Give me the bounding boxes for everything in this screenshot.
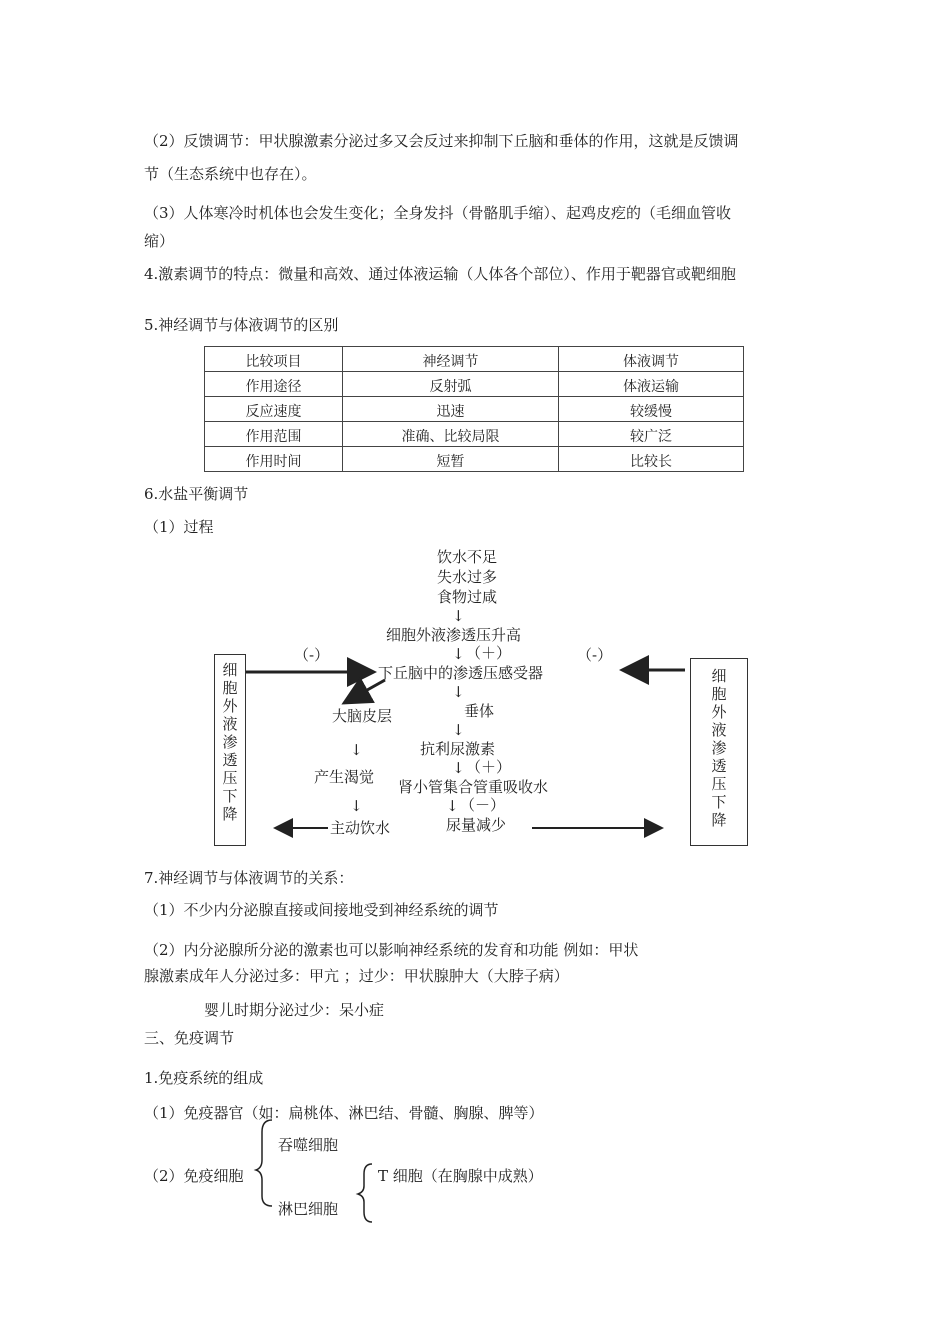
paragraph-hormone-features: 4.激素调节的特点：微量和高效、通过体液运输（人体各个部位）、作用于靶器官或靶细胞 [144,265,736,283]
heading-relation: 7.神经调节与体液调节的关系： [144,869,354,887]
paragraph-infant: 婴儿时期分泌过少：呆小症 [204,1001,385,1019]
table-cell: 作用范围 [205,422,343,447]
cortex: 大脑皮层 [332,707,393,725]
paragraph-cold: （3）人体寒冷时机体也会发生变化；全身发抖（骨骼肌手缩）、起鸡皮疙的（毛细血管收 [144,204,732,222]
down-arrow: ↓ [452,607,465,625]
osmotic-rise: 细胞外液渗透压升高 [386,626,522,644]
plus-sign: （＋） [466,644,512,662]
heading-immune: 三、免疫调节 [144,1029,235,1047]
minus-sign: （－） [460,796,506,814]
t-cell: T 细胞（在胸腺中成熟） [378,1167,543,1185]
down-arrow: ↓ [350,741,363,759]
table-cell: 反射弧 [343,372,559,397]
paragraph-cold-cont: 缩） [144,232,175,250]
heading-difference: 5.神经调节与体液调节的区别 [144,316,339,334]
paragraph-relation-2-cont: 腺激素成年人分泌过多：甲亢 ；过少：甲状腺肿大（大脖子病） [144,967,569,985]
table-cell: 准确、比较局限 [343,422,559,447]
kidney: 肾小管集合管重吸收水 [398,778,549,796]
table-cell: 较广泛 [559,422,744,447]
cause-3: 食物过咸 [437,588,498,606]
heading-immune-system: 1.免疫系统的组成 [144,1069,264,1087]
neg-right: （-） [577,646,613,664]
immune-organs: （1）免疫器官（如：扁桃体、淋巴结、骨髓、胸腺、脾等） [144,1104,544,1122]
phagocyte: 吞噬细胞 [278,1136,339,1154]
right-box-label: 细胞外液渗透压下降 [711,667,727,829]
pituitary: 垂体 [464,702,495,720]
plus-sign: （＋） [466,758,512,776]
cause-1: 饮水不足 [437,548,498,566]
neg-left: （-） [294,646,330,664]
subheading-process: （1）过程 [144,518,214,536]
table-cell: 短暂 [343,447,559,472]
table-cell: 迅速 [343,397,559,422]
table-cell: 比较长 [559,447,744,472]
table-cell: 作用时间 [205,447,343,472]
heading-water-salt: 6.水盐平衡调节 [144,485,249,503]
paragraph-feedback-cont: 节（生态系统中也存在）。 [144,165,317,183]
immune-cells: （2）免疫细胞 [144,1167,244,1185]
drink: 主动饮水 [330,819,391,837]
down-arrow: ↓ [452,721,465,739]
adh: 抗利尿激素 [420,740,496,758]
urine: 尿量减少 [446,816,507,834]
paragraph-relation-2: （2）内分泌腺所分泌的激素也可以影响神经系统的发育和功能 例如：甲状 [144,941,639,959]
table-cell: 体液运输 [559,372,744,397]
thirst: 产生渴觉 [314,768,375,786]
table-cell: 比较项目 [205,347,343,372]
down-arrow: ↓ [350,797,363,815]
brace-immune-cells [256,1120,272,1206]
paragraph-feedback: （2）反馈调节：甲状腺激素分泌过多又会反过来抑制下丘脑和垂体的作用，这就是反馈调 [144,132,739,150]
table-cell: 作用途径 [205,372,343,397]
down-arrow: ↓ [446,797,459,815]
table-cell: 神经调节 [343,347,559,372]
down-arrow: ↓ [452,683,465,701]
cause-2: 失水过多 [437,568,498,586]
table-cell: 体液调节 [559,347,744,372]
paragraph-relation-1: （1）不少内分泌腺直接或间接地受到神经系统的调节 [144,901,499,919]
table-cell: 较缓慢 [559,397,744,422]
table-cell: 反应速度 [205,397,343,422]
brace-lymphocyte [358,1164,372,1222]
hypothalamus: 下丘脑中的渗透压感受器 [378,664,544,682]
down-arrow: ↓ [452,645,465,663]
down-arrow: ↓ [452,759,465,777]
lymphocyte: 淋巴细胞 [278,1200,339,1218]
left-box-label: 细胞外液渗透压下降 [222,661,238,823]
